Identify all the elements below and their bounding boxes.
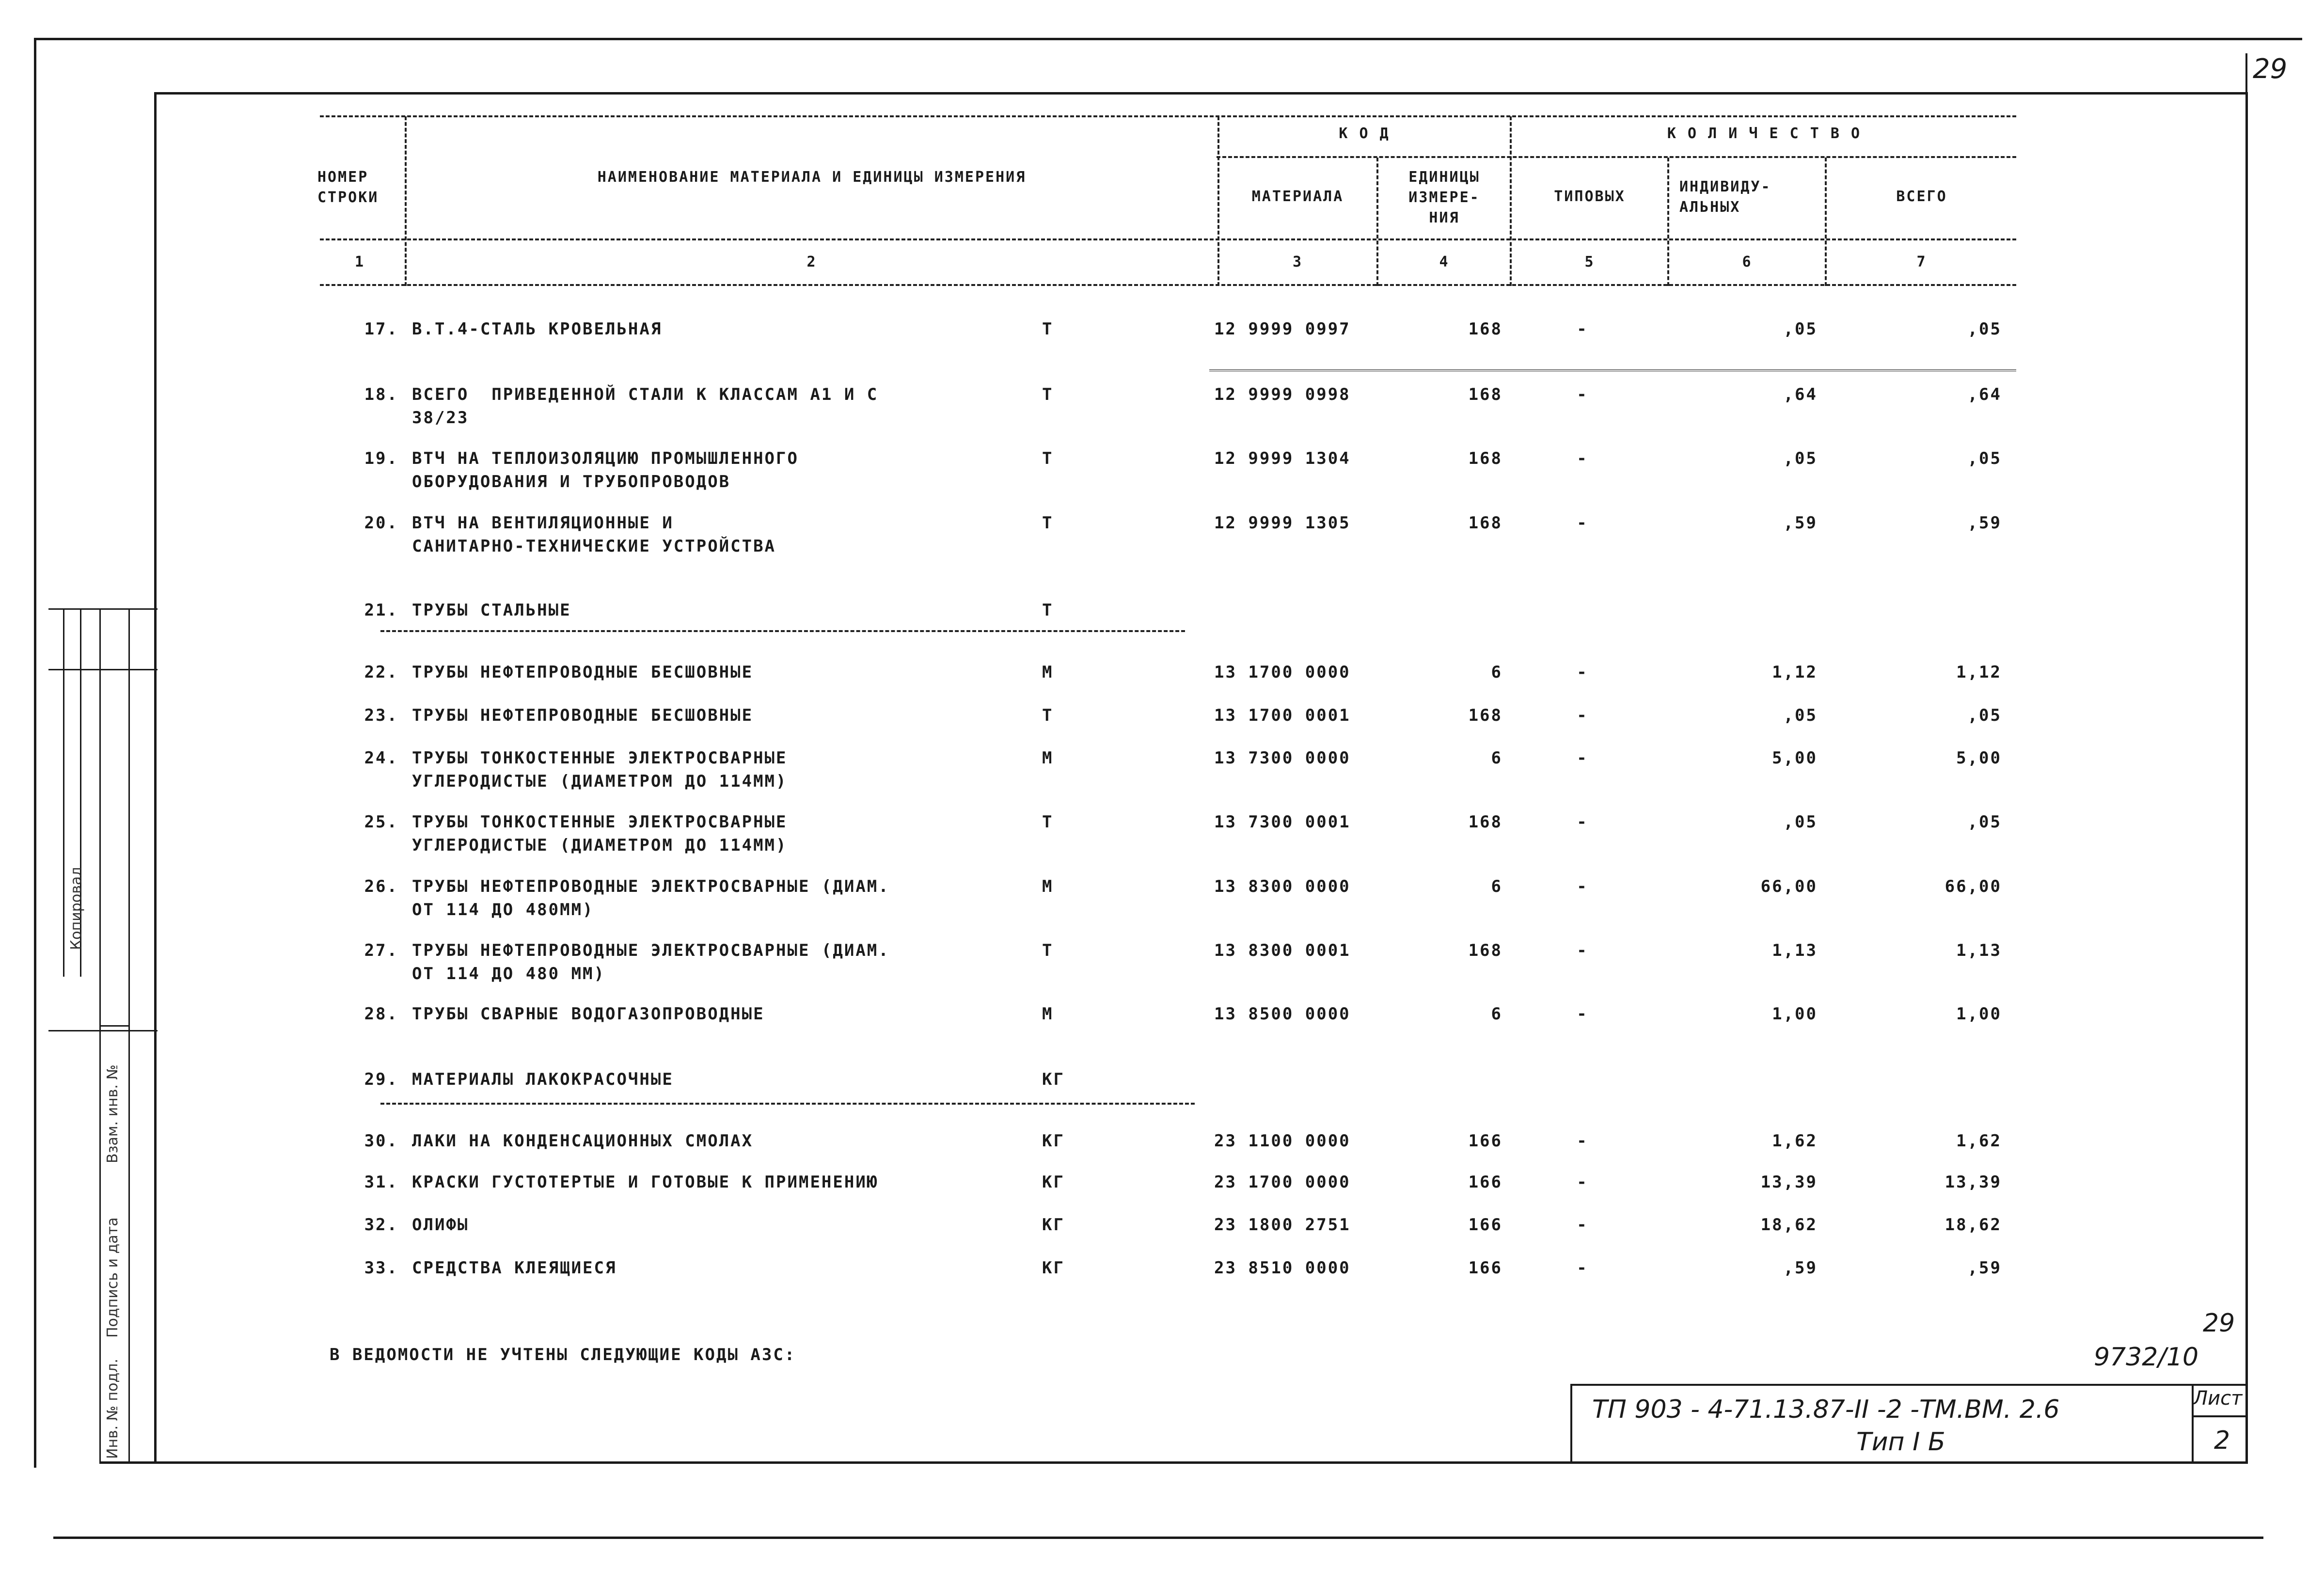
corner-page-number: 29: [2253, 53, 2288, 85]
unit-code: 168: [1468, 812, 1502, 832]
qty-individual: 1,00: [1772, 1004, 1818, 1024]
row-number: 18.: [364, 385, 398, 404]
qty-individual: ,05: [1783, 319, 1818, 339]
unit: КГ: [1042, 1070, 1065, 1089]
header-material-name: НАИМЕНОВАНИЕ МАТЕРИАЛА И ЕДИНИЦЫ ИЗМЕРЕНИЯ: [597, 169, 1027, 186]
unit-code: 6: [1491, 1004, 1502, 1024]
qty-individual: ,05: [1783, 812, 1818, 832]
material-name: ТРУБЫ ТОНКОСТЕННЫЕ ЭЛЕКТРОСВАРНЫЕ УГЛЕРОДИСТЫЕ (ДИАМЕТРОМ ДО 114ММ): [412, 812, 788, 855]
qty-individual: ,59: [1783, 513, 1818, 533]
col-num-5: 5: [1584, 254, 1595, 270]
unit-code: 168: [1468, 513, 1502, 533]
unit-code: 166: [1468, 1258, 1502, 1278]
col-num-2: 2: [806, 254, 817, 270]
material-name: ВСЕГО ПРИВЕДЕННОЙ СТАЛИ К КЛАССАМ А1 И С 38/23: [412, 385, 879, 428]
col-num-7: 7: [1916, 254, 1927, 270]
unit: М: [1042, 877, 1054, 896]
qty-typical: -: [1577, 1258, 1588, 1278]
qty-individual: 13,39: [1760, 1173, 1818, 1192]
qty-total: ,05: [1967, 319, 2002, 339]
unit: Т: [1042, 706, 1054, 725]
title-block-left: [1570, 1384, 1572, 1464]
unit: КГ: [1042, 1131, 1065, 1151]
material-name: ЛАКИ НА КОНДЕНСАЦИОННЫХ СМОЛАХ: [412, 1131, 754, 1151]
material-code: 13 8300 0001: [1214, 941, 1351, 960]
material-code: 12 9999 0997: [1214, 319, 1351, 339]
unit-code: 168: [1468, 449, 1502, 468]
material-code: 13 1700 0000: [1214, 663, 1351, 682]
row-number: 33.: [364, 1258, 398, 1278]
stamp-mid-2: [48, 1030, 158, 1031]
unit-code: 6: [1491, 748, 1502, 768]
document-type: Тип I Б: [1856, 1427, 1945, 1457]
header-vline-3: [1376, 158, 1378, 286]
stamp-vzam-label: Взам. инв. №: [104, 1064, 121, 1163]
material-code: 23 1100 0000: [1214, 1131, 1351, 1151]
header-rule-mid: [320, 238, 2016, 240]
sheet-number: 2: [2214, 1426, 2230, 1455]
qty-typical: -: [1577, 513, 1588, 533]
qty-individual: ,64: [1783, 385, 1818, 404]
row-number: 28.: [364, 1004, 398, 1024]
material-code: 23 8510 0000: [1214, 1258, 1351, 1278]
unit-code: 168: [1468, 941, 1502, 960]
qty-individual: 5,00: [1772, 748, 1818, 768]
header-vline-5: [1667, 158, 1669, 286]
row-number: 23.: [364, 706, 398, 725]
qty-typical: -: [1577, 1173, 1588, 1192]
qty-total: 66,00: [1945, 877, 2002, 896]
qty-individual: 1,62: [1772, 1131, 1818, 1151]
qty-individual: 66,00: [1760, 877, 1818, 896]
material-name: ТРУБЫ НЕФТЕПРОВОДНЫЕ ЭЛЕКТРОСВАРНЫЕ (ДИАМ. ОТ 114 ДО 480 ММ): [412, 941, 890, 983]
header-vline-1: [405, 116, 407, 286]
unit: М: [1042, 748, 1054, 768]
unit: КГ: [1042, 1258, 1065, 1278]
header-total: ВСЕГО: [1896, 188, 1947, 205]
unit-code: 166: [1468, 1215, 1502, 1235]
frame-left: [154, 92, 157, 1464]
footer-note: В ВЕДОМОСТИ НЕ УЧТЕНЫ СЛЕДУЮЩИЕ КОДЫ АЗС:: [330, 1345, 796, 1364]
material-name: ТРУБЫ НЕФТЕПРОВОДНЫЕ ЭЛЕКТРОСВАРНЫЕ (ДИАМ. ОТ 114 ДО 480ММ): [412, 877, 890, 919]
qty-typical: -: [1577, 319, 1588, 339]
row-number: 20.: [364, 513, 398, 533]
row-number: 24.: [364, 748, 398, 768]
unit: Т: [1042, 941, 1054, 960]
row-number: 19.: [364, 449, 398, 468]
qty-typical: -: [1577, 941, 1588, 960]
unit: Т: [1042, 449, 1054, 468]
material-code: 23 1700 0000: [1214, 1173, 1351, 1192]
qty-individual: ,59: [1783, 1258, 1818, 1278]
qty-total: ,05: [1967, 449, 2002, 468]
unit-code: 166: [1468, 1173, 1502, 1192]
material-name: ВТЧ НА ВЕНТИЛЯЦИОННЫЕ И САНИТАРНО-ТЕХНИЧЕСКИЕ УСТРОЙСТВА: [412, 513, 776, 556]
material-code: 12 9999 0998: [1214, 385, 1351, 404]
material-code: 12 9999 1305: [1214, 513, 1351, 533]
qty-individual: 1,12: [1772, 663, 1818, 682]
row-number: 31.: [364, 1173, 398, 1192]
unit: Т: [1042, 385, 1054, 404]
qty-individual: 18,62: [1760, 1215, 1818, 1235]
col-num-1: 1: [354, 254, 365, 270]
archive-number: 9732/10: [2094, 1343, 2199, 1372]
qty-individual: ,05: [1783, 706, 1818, 725]
col-num-4: 4: [1439, 254, 1450, 270]
material-code: 13 8300 0000: [1214, 877, 1351, 896]
document-designation: ТП 903 - 4-71.13.87-II -2 -ТМ.ВМ. 2.6: [1592, 1395, 2060, 1424]
qty-typical: -: [1577, 1131, 1588, 1151]
qty-typical: -: [1577, 812, 1588, 832]
stamp-col-4: [128, 608, 130, 1464]
qty-total: ,59: [1967, 1258, 2002, 1278]
qty-typical: -: [1577, 385, 1588, 404]
row-separator-double: [1209, 369, 2016, 371]
stamp-copied-label: Копировал: [68, 867, 85, 950]
stamp-col-3: [99, 608, 101, 1464]
bottom-rule: [53, 1537, 2263, 1539]
row-number: 17.: [364, 319, 398, 339]
qty-total: 1,62: [1956, 1131, 2002, 1151]
stamp-sign-label: Подпись и дата: [104, 1217, 121, 1338]
header-material-code: МАТЕРИАЛА: [1251, 188, 1344, 205]
qty-individual: ,05: [1783, 449, 1818, 468]
material-name: ТРУБЫ НЕФТЕПРОВОДНЫЕ БЕСШОВНЫЕ: [412, 663, 754, 682]
qty-typical: -: [1577, 1215, 1588, 1235]
qty-total: 1,12: [1956, 663, 2002, 682]
unit: КГ: [1042, 1173, 1065, 1192]
unit-code: 168: [1468, 706, 1502, 725]
material-code: 13 8500 0000: [1214, 1004, 1351, 1024]
material-name: ТРУБЫ НЕФТЕПРОВОДНЫЕ БЕСШОВНЫЕ: [412, 706, 754, 725]
unit: М: [1042, 663, 1054, 682]
stamp-mid-1: [48, 669, 158, 670]
unit: М: [1042, 1004, 1054, 1024]
material-name: ВТЧ НА ТЕПЛОИЗОЛЯЦИЮ ПРОМЫШЛЕННОГО ОБОРУДОВАНИЯ И ТРУБОПРОВОДОВ: [412, 449, 799, 491]
qty-total: ,05: [1967, 706, 2002, 725]
header-individual: ИНДИВИДУ- АЛЬНЫХ: [1679, 178, 1771, 216]
group-underline-paints: [380, 1103, 1195, 1105]
qty-typical: -: [1577, 1004, 1588, 1024]
outer-frame-left: [34, 38, 36, 1468]
group-underline-pipes: [380, 630, 1185, 632]
qty-total: 18,62: [1945, 1215, 2002, 1235]
unit-code: 6: [1491, 663, 1502, 682]
material-name: ТРУБЫ ТОНКОСТЕННЫЕ ЭЛЕКТРОСВАРНЫЕ УГЛЕРОДИСТЫЕ (ДИАМЕТРОМ ДО 114ММ): [412, 748, 788, 791]
row-number: 29.: [364, 1070, 398, 1089]
qty-individual: 1,13: [1772, 941, 1818, 960]
material-code: 23 1800 2751: [1214, 1215, 1351, 1235]
qty-total: 13,39: [1945, 1173, 2002, 1192]
frame-bottom: [99, 1461, 2248, 1464]
header-rule-bottom: [320, 284, 2016, 286]
header-vline-4: [1510, 116, 1512, 286]
material-name: ТРУБЫ СТАЛЬНЫЕ: [412, 601, 571, 620]
header-rule-kod: [1217, 156, 2016, 158]
col-num-3: 3: [1292, 254, 1303, 270]
row-number: 30.: [364, 1131, 398, 1151]
qty-total: 5,00: [1956, 748, 2002, 768]
row-number: 32.: [364, 1215, 398, 1235]
row-number: 22.: [364, 663, 398, 682]
header-row-number: НОМЕР СТРОКИ: [317, 169, 379, 206]
material-name: ТРУБЫ СВАРНЫЕ ВОДОГАЗОПРОВОДНЫЕ: [412, 1004, 765, 1024]
col-num-6: 6: [1742, 254, 1753, 270]
qty-typical: -: [1577, 748, 1588, 768]
unit: Т: [1042, 513, 1054, 533]
qty-typical: -: [1577, 706, 1588, 725]
row-number: 21.: [364, 601, 398, 620]
qty-typical: -: [1577, 663, 1588, 682]
qty-typical: -: [1577, 449, 1588, 468]
outer-frame-top: [34, 38, 2302, 40]
unit-code: 168: [1468, 319, 1502, 339]
unit: Т: [1042, 319, 1054, 339]
row-number: 25.: [364, 812, 398, 832]
header-unit-code: ЕДИНИЦЫ ИЗМЕРЕ- НИЯ: [1408, 169, 1480, 226]
sheet-box-mid: [2192, 1415, 2246, 1417]
header-rule-top: [320, 115, 2016, 117]
sheet-label: Лист: [2193, 1387, 2243, 1410]
material-code: 13 7300 0000: [1214, 748, 1351, 768]
material-name: ОЛИФЫ: [412, 1215, 469, 1235]
qty-typical: -: [1577, 877, 1588, 896]
material-code: 13 7300 0001: [1214, 812, 1351, 832]
frame-right: [2245, 92, 2248, 1464]
handwritten-page-number: 29: [2203, 1309, 2235, 1338]
qty-total: ,64: [1967, 385, 2002, 404]
stamp-inv-label: Инв. № подл.: [104, 1359, 121, 1459]
header-quantity-group: К О Л И Ч Е С Т В О: [1667, 125, 1862, 142]
qty-total: ,05: [1967, 812, 2002, 832]
qty-total: 1,00: [1956, 1004, 2002, 1024]
stamp-col-1: [63, 608, 64, 977]
material-name: В.Т.4-СТАЛЬ КРОВЕЛЬНАЯ: [412, 319, 663, 339]
material-name: СРЕДСТВА КЛЕЯЩИЕСЯ: [412, 1258, 617, 1278]
qty-total: 1,13: [1956, 941, 2002, 960]
row-number: 26.: [364, 877, 398, 896]
qty-total: ,59: [1967, 513, 2002, 533]
row-number: 27.: [364, 941, 398, 960]
material-code: 13 1700 0001: [1214, 706, 1351, 725]
header-kod-group: К О Д: [1339, 125, 1390, 142]
material-name: МАТЕРИАЛЫ ЛАКОКРАСОЧНЫЕ: [412, 1070, 674, 1089]
unit: Т: [1042, 601, 1054, 620]
unit-code: 168: [1468, 385, 1502, 404]
material-code: 12 9999 1304: [1214, 449, 1351, 468]
unit: Т: [1042, 812, 1054, 832]
frame-top: [154, 92, 2248, 95]
material-name: КРАСКИ ГУСТОТЕРТЫЕ И ГОТОВЫЕ К ПРИМЕНЕНИЮ: [412, 1173, 879, 1192]
unit: КГ: [1042, 1215, 1065, 1235]
stamp-top: [48, 608, 158, 610]
header-typical: ТИПОВЫХ: [1554, 188, 1626, 205]
unit-code: 6: [1491, 877, 1502, 896]
stamp-bottom-band: [99, 1025, 128, 1027]
corner-box-left: [2245, 53, 2247, 95]
unit-code: 166: [1468, 1131, 1502, 1151]
title-block-top: [1570, 1384, 2246, 1386]
